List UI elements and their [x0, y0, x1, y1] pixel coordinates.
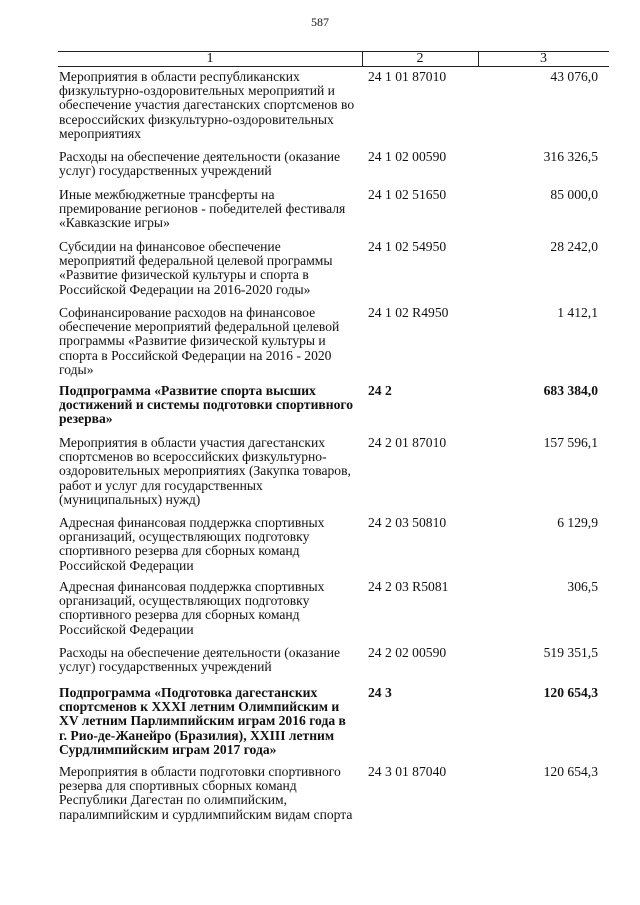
row-code: 24 2 03 50810: [368, 515, 447, 530]
row-code: 24 1 02 R4950: [368, 305, 449, 320]
row-name: Субсидии на финансовое обеспечение мероприятий федеральной целевой программы «Развитие физической культуры и спорта в Российской Федерации на 2016-2020 годы»: [59, 239, 333, 297]
row-code: 24 3: [368, 685, 392, 700]
row-name: Иные межбюджетные трансферты на премирование регионов - победителей фестиваля «Кавказские игры»: [59, 187, 346, 231]
row-code: 24 2 01 87010: [368, 435, 447, 450]
page-number: 587: [311, 15, 329, 29]
row-name: Мероприятия в области республиканских физкультурно-оздоровительных мероприятий и обеспечение участия дагестанских спортсменов во всероссийских физкультурно-оздоровительных мероприятиях: [59, 69, 355, 141]
row-name: Адресная финансовая поддержка спортивных организаций, осуществляющих подготовку спортивного резерва для сборных команд Российской Федерации: [59, 515, 325, 573]
row-code: 24 2 03 R5081: [368, 579, 449, 594]
row-amount: 43 076,0: [550, 69, 598, 84]
row-code: 24 2: [368, 383, 392, 398]
row-amount: 6 129,9: [557, 515, 598, 530]
column-header-2: 2: [416, 51, 424, 66]
column-header-3: 3: [540, 51, 547, 66]
row-amount: 306,5: [567, 579, 598, 594]
row-amount: 1 412,1: [557, 305, 598, 320]
row-name: Расходы на обеспечение деятельности (оказание услуг) государственных учреждений: [59, 645, 341, 675]
row-name: Мероприятия в области участия дагестанских спортсменов во всероссийских физкультурно-оздоровительных мероприятиях (Закупка товаров, работ и услуг для государственных (муниципальных) нужд): [59, 435, 351, 507]
row-code: 24 1 02 51650: [368, 187, 447, 202]
row-code: 24 1 02 54950: [368, 239, 447, 254]
row-code: 24 2 02 00590: [368, 645, 447, 660]
row-amount: 120 654,3: [543, 764, 598, 779]
row-amount: 519 351,5: [543, 645, 598, 660]
column-header-1: 1: [206, 51, 214, 66]
row-name: Адресная финансовая поддержка спортивных организаций, осуществляющих подготовку спортивного резерва для сборных команд Российской Федерации: [59, 579, 325, 637]
row-name: Подпрограмма «Подготовка дагестанских спортсменов к XXXI летним Олимпийским и XV летним Парлимпийским играм 2016 года в г. Рио-де-Жанейро (Бразилия), XXIII летним Сурдлимпийским играм 2017 года»: [59, 685, 346, 757]
row-amount: 120 654,3: [543, 685, 598, 700]
row-code: 24 1 01 87010: [368, 69, 447, 84]
row-name: Расходы на обеспечение деятельности (оказание услуг) государственных учреждений: [59, 149, 341, 179]
row-code: 24 3 01 87040: [368, 764, 447, 779]
row-amount: 28 242,0: [550, 239, 598, 254]
row-code: 24 1 02 00590: [368, 149, 447, 164]
row-amount: 85 000,0: [550, 187, 598, 202]
row-name: Софинансирование расходов на финансовое обеспечение мероприятий федеральной целевой программы «Развитие физической культуры и спорта в Российской Федерации на 2016 - 2020 годы»: [59, 305, 340, 377]
row-amount: 157 596,1: [543, 435, 598, 450]
row-name: Подпрограмма «Развитие спорта высших достижений и системы подготовки спортивного резерва»: [59, 383, 354, 427]
row-name: Мероприятия в области подготовки спортивного резерва для спортивных сборных команд Республики Дагестан по олимпийским, паралимпийским и сурдлимпийским видам спорта: [59, 764, 353, 822]
row-amount: 683 384,0: [543, 383, 598, 398]
row-amount: 316 326,5: [543, 149, 598, 164]
